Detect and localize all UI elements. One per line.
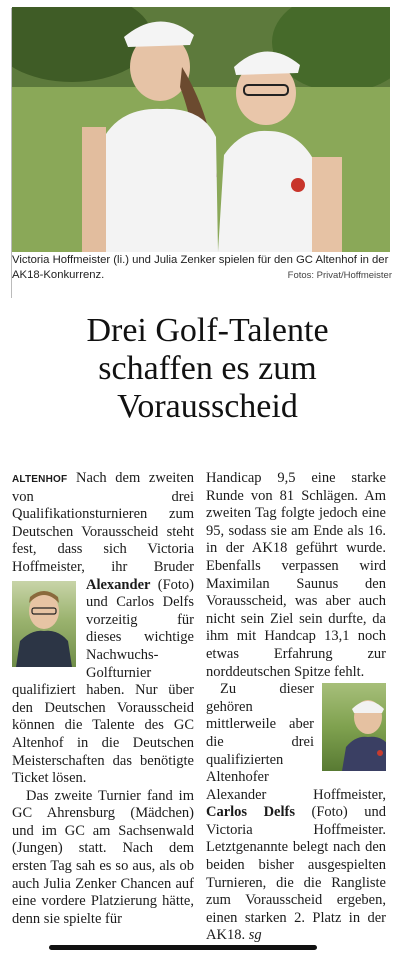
paragraph-1-text-b: (Foto) und Carlos Delfs vorzeitig für dieses wichtige Nachwuchs-Golfturnier qualifiziert haben. Nur über den Deutschen Vorausscheid können die Talente des GC Altenhof in die Deutschen Meisterschaften das benötigte Ticket lösen. xyxy=(12,576,194,787)
paragraph-4 xyxy=(206,681,386,945)
photo-caption xyxy=(12,253,392,283)
name-carlos: Carlos Delfs xyxy=(206,804,295,821)
caption-text: Victoria Hoffmeister (li.) und Julia Zenker spielen für den GC Altenhof in der AK18-Konkurrenz. xyxy=(12,254,389,281)
dateline: ALTENHOF xyxy=(12,474,68,485)
alexander-photo xyxy=(12,581,76,667)
author-signature: sg xyxy=(248,927,262,944)
carlos-portrait xyxy=(336,683,386,771)
home-indicator[interactable] xyxy=(49,945,317,950)
paragraph-1 xyxy=(12,470,194,788)
article-photo xyxy=(12,7,390,252)
alexander-portrait xyxy=(12,581,76,667)
headline-line-1: Drei Golf-Talente xyxy=(86,312,329,349)
paragraph-1-text-a: Nach dem zweiten von drei Qualifikationsturnieren zum Deutschen Vorausscheid steht fest, dass sich Victoria Hoffmeister, ihr Bruder xyxy=(12,470,194,575)
article-headline xyxy=(30,312,385,426)
paragraph-2: Das zweite Turnier fand im GC Ahrensburg (Mädchen) und im GC am Sachsenwald (Jungen) statt. Nach dem ersten Tag sah es so aus, als ob auch Julia Zenker Chancen auf eine vordere Platzierung hätte, denn sie spielte für xyxy=(12,787,194,927)
paragraph-4-text-b: (Foto) und Victoria Hoffmeister. Letztgenannte belegt nach den beiden bisher ausgespielten Turnieren, die die Rangliste zum Vorausscheid ergeben, einen starken 2. Platz in der AK18. xyxy=(206,804,386,944)
article-column-left xyxy=(12,470,194,928)
paragraph-4-text-a: Zu dieser gehören mittlerweile aber die drei qualifizierten Altenhofer Alexander Hoffmeister, xyxy=(206,681,386,803)
photo-credit: Fotos: Privat/Hoffmeister xyxy=(287,270,392,281)
name-alexander: Alexander xyxy=(86,576,151,593)
headline-line-2: schaffen es zum xyxy=(98,350,317,387)
headline-line-3: Vorausscheid xyxy=(117,388,298,425)
carlos-photo xyxy=(322,683,386,771)
paragraph-3: Handicap 9,5 eine starke Runde von 81 Schlägen. Am zweiten Tag folgte jedoch eine 95, sodass sie am Ende als 16. in der AK18 geführt wurde. Ebenfalls verpassen wird Maximilan Saunus den Vorausscheid, was aber auch nicht sein Ziel sein durfte, da ihm mit Handcap 13,1 noch etwas Erfahrung zur norddeutschen Spitze fehlt. xyxy=(206,470,386,680)
golfers-illustration xyxy=(12,7,390,252)
article-column-right xyxy=(206,470,386,945)
